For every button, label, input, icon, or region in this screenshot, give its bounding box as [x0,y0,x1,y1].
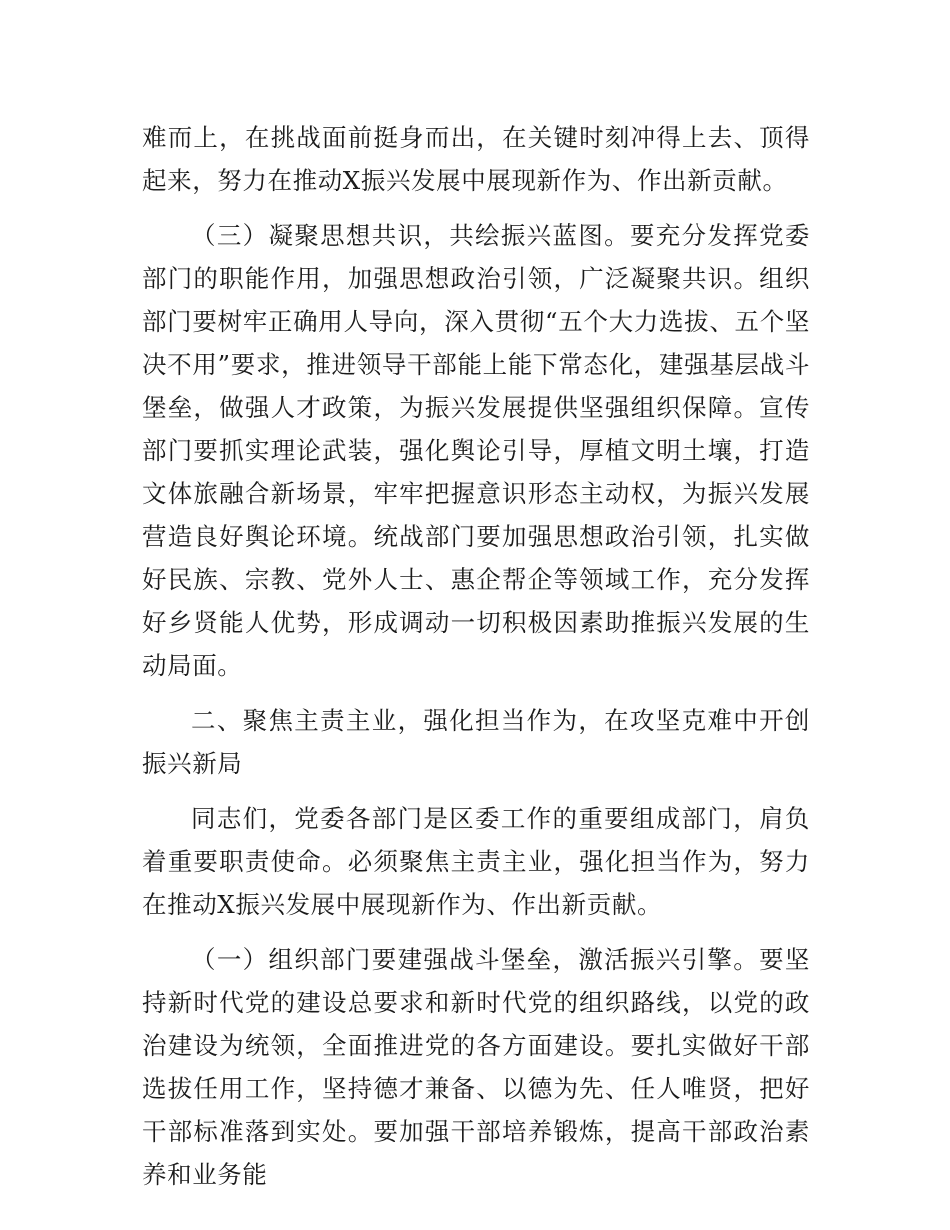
paragraph-continuation: 难而上，在挑战面前挺身而出，在关键时刻冲得上去、顶得起来，努力在推动X振兴发展中展现新作为、作出新贡献。 [142,123,810,195]
paragraph-comrades: 同志们，党委各部门是区委工作的重要组成部门，肩负着重要职责使命。必须聚焦主责主业，强化担当作为，努力在推动X振兴发展中展现新作为、作出新贡献。 [142,804,810,919]
section-heading-two: 二、聚焦主责主业，强化担当作为，在攻坚克难中开创振兴新局 [142,706,810,778]
paragraph-organization-department: （一）组织部门要建强战斗堡垒，激活振兴引擎。要坚持新时代党的建设总要求和新时代党的组织路线，以党的政治建设为统领，全面推进党的各方面建设。要扎实做好干部选拔任用工作，坚持德才兼备、以德为先、任人唯贤，把好干部标准落到实处。要加强干部培养锻炼，提高干部政治素养和业务能 [142,945,810,1189]
document-body [142,116,810,1208]
paragraph-section-three: （三）凝聚思想共识，共绘振兴蓝图。要充分发挥党委部门的职能作用，加强思想政治引领，广泛凝聚共识。组织部门要树牢正确用人导向，深入贯彻“五个大力选拔、五个坚决不用”要求，推进领导干部能上能下常态化，建强基层战斗堡垒，做强人才政策，为振兴发展提供坚强组织保障。宣传部门要抓实理论武装，强化舆论引导，厚植文明土壤，打造文体旅融合新场景，牢牢把握意识形态主动权，为振兴发展营造良好舆论环境。统战部门要加强思想政治引领，扎实做好民族、宗教、党外人士、惠企帮企等领域工作，充分发挥好乡贤能人优势，形成调动一切积极因素助推振兴发展的生动局面。 [142,221,810,680]
